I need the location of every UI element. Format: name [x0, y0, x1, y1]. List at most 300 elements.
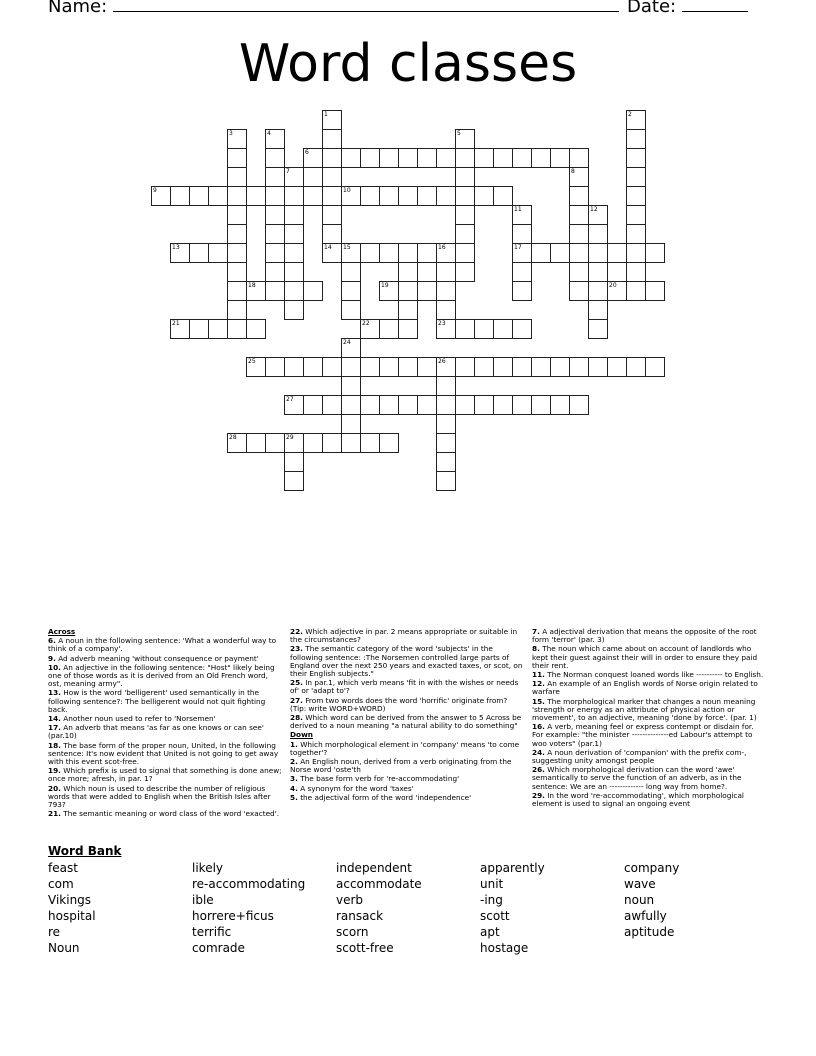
crossword-cell[interactable]	[474, 148, 494, 168]
crossword-cell[interactable]	[550, 395, 570, 415]
crossword-cell[interactable]	[322, 110, 342, 130]
crossword-cell[interactable]	[455, 205, 475, 225]
crossword-cell[interactable]	[322, 205, 342, 225]
crossword-cell[interactable]	[341, 186, 361, 206]
crossword-cell[interactable]	[341, 414, 361, 434]
clue-item-text: The semantic category of the word 'subjects' in the following sentence: :The Norsemen controlled large parts of England over the next 250 years and exacted taxes, or scot, on their English subjects."	[290, 644, 523, 679]
crossword-cell[interactable]	[379, 243, 399, 263]
crossword-cell[interactable]	[588, 300, 608, 320]
crossword-cell[interactable]	[455, 148, 475, 168]
crossword-cell[interactable]	[379, 395, 399, 415]
crossword-cell[interactable]	[284, 243, 304, 263]
crossword-cell[interactable]	[588, 205, 608, 225]
crossword-cell[interactable]	[417, 281, 437, 301]
crossword-cell[interactable]	[550, 148, 570, 168]
crossword-cell[interactable]	[474, 357, 494, 377]
clue-number: 16	[438, 244, 446, 251]
crossword-cell[interactable]	[512, 357, 532, 377]
crossword-cell[interactable]	[227, 319, 247, 339]
crossword-cell[interactable]	[265, 186, 285, 206]
crossword-cell[interactable]	[645, 243, 665, 263]
word-bank-word: accommodate	[336, 877, 422, 891]
crossword-cell[interactable]	[322, 433, 342, 453]
crossword-cell[interactable]	[436, 357, 456, 377]
crossword-cell[interactable]	[170, 243, 190, 263]
clue-item-number: 21.	[48, 809, 61, 819]
crossword-cell[interactable]	[531, 148, 551, 168]
clue-item-number: 1.	[290, 739, 298, 749]
word-bank-word: horrere+ficus	[192, 909, 274, 923]
crossword-cell[interactable]	[569, 262, 589, 282]
clue-item-text: The semantic meaning or word class of the word 'exacted'.	[63, 809, 280, 819]
crossword-cell[interactable]	[398, 186, 418, 206]
crossword-cell[interactable]	[531, 243, 551, 263]
crossword-cell[interactable]	[588, 262, 608, 282]
clue-item-text: Another noun used to refer to 'Norsemen'	[63, 714, 216, 724]
crossword-cell[interactable]	[645, 281, 665, 301]
clue-item-text: An adjective in the following sentence: "Host" likely being one of those words as it is derived from an Old French word, ost, meaning army".	[48, 662, 275, 689]
crossword-cell[interactable]	[455, 129, 475, 149]
clue-item	[290, 758, 524, 774]
clue-number: 15	[343, 244, 351, 251]
crossword-cell[interactable]	[512, 395, 532, 415]
crossword-cell[interactable]	[436, 243, 456, 263]
crossword-cell[interactable]	[626, 224, 646, 244]
clue-item-number: 8.	[532, 644, 540, 654]
clue-number: 17	[514, 244, 522, 251]
clue-item	[48, 689, 282, 714]
crossword-cell[interactable]	[474, 395, 494, 415]
crossword-cell[interactable]	[284, 471, 304, 491]
crossword-cell[interactable]	[341, 300, 361, 320]
clue-number: 18	[248, 282, 256, 289]
crossword-cell[interactable]	[322, 243, 342, 263]
crossword-cell[interactable]	[170, 186, 190, 206]
clue-number: 1	[324, 111, 328, 118]
crossword-cell[interactable]	[341, 262, 361, 282]
crossword-cell[interactable]	[550, 357, 570, 377]
crossword-cell[interactable]	[227, 224, 247, 244]
crossword-cell[interactable]	[512, 243, 532, 263]
crossword-cell[interactable]	[341, 433, 361, 453]
word-bank-word: terrific	[192, 925, 232, 939]
crossword-cell[interactable]	[455, 224, 475, 244]
crossword-cell[interactable]	[398, 262, 418, 282]
crossword-cell[interactable]	[170, 319, 190, 339]
clue-item-text: A adjectival derivation that means the opposite of the root form 'terror' (par. 3)	[532, 627, 757, 645]
crossword-cell[interactable]	[607, 357, 627, 377]
crossword-cell[interactable]	[227, 129, 247, 149]
crossword-cell[interactable]	[512, 224, 532, 244]
crossword-cell[interactable]	[284, 167, 304, 187]
clue-item-number: 7.	[532, 627, 540, 636]
clue-item	[48, 724, 282, 740]
crossword-cell[interactable]	[493, 357, 513, 377]
crossword-cell[interactable]	[398, 357, 418, 377]
crossword-cell[interactable]	[455, 167, 475, 187]
crossword-cell[interactable]	[360, 395, 380, 415]
date-label: Date:	[627, 0, 677, 17]
crossword-cell[interactable]	[208, 186, 228, 206]
crossword-cell[interactable]	[512, 148, 532, 168]
crossword-cell[interactable]	[588, 319, 608, 339]
crossword-cell[interactable]	[436, 376, 456, 396]
crossword-cell[interactable]	[360, 148, 380, 168]
crossword-cell[interactable]	[284, 205, 304, 225]
crossword-cell[interactable]	[455, 186, 475, 206]
word-bank-word: Vikings	[48, 893, 92, 907]
crossword-cell[interactable]	[455, 262, 475, 282]
word-bank-column	[624, 860, 679, 940]
crossword-cell[interactable]	[284, 452, 304, 472]
crossword-cell[interactable]	[360, 433, 380, 453]
crossword-cell[interactable]	[607, 281, 627, 301]
word-bank-word: independent	[336, 861, 412, 875]
crossword-cell[interactable]	[265, 224, 285, 244]
clue-item-number: 6.	[48, 636, 56, 646]
word-bank-word: verb	[336, 893, 364, 907]
clue-item-number: 23.	[290, 644, 303, 654]
clue-item	[290, 714, 524, 730]
word-bank-word: likely	[192, 861, 224, 875]
crossword-cell[interactable]	[379, 186, 399, 206]
clue-item-number: 15.	[532, 696, 545, 706]
clue-section-heading: Across	[48, 627, 76, 636]
clue-number: 25	[248, 358, 256, 365]
clue-number: 2	[628, 111, 632, 118]
crossword-cell[interactable]	[303, 281, 323, 301]
clue-item	[532, 749, 766, 765]
clue-number: 14	[324, 244, 332, 251]
crossword-cell[interactable]	[265, 167, 285, 187]
crossword-cell[interactable]	[626, 357, 646, 377]
crossword-cell[interactable]	[227, 262, 247, 282]
crossword-cell[interactable]	[341, 376, 361, 396]
crossword-cell[interactable]	[569, 224, 589, 244]
crossword-cell[interactable]	[436, 300, 456, 320]
crossword-cell[interactable]	[626, 148, 646, 168]
clue-item-text: Which word can be derived from the answer to 5 Across be derived to a noun meaning "a natural ability to do something"	[290, 713, 522, 731]
clue-number: 26	[438, 358, 446, 365]
crossword-cell[interactable]	[284, 300, 304, 320]
clue-item-number: 17.	[48, 723, 61, 733]
crossword-cell[interactable]	[474, 186, 494, 206]
crossword-cell[interactable]	[322, 129, 342, 149]
word-bank-word: scott	[480, 909, 510, 923]
crossword-cell[interactable]	[455, 319, 475, 339]
clue-item-text: Which morphological element in 'company' means 'to come together'?	[290, 739, 520, 757]
crossword-cell[interactable]	[417, 243, 437, 263]
crossword-cell[interactable]	[189, 243, 209, 263]
crossword-cell[interactable]	[512, 281, 532, 301]
clue-item	[532, 645, 766, 670]
crossword-cell[interactable]	[398, 243, 418, 263]
crossword-cell[interactable]	[246, 357, 266, 377]
crossword-cell[interactable]	[360, 319, 380, 339]
crossword-cell[interactable]	[189, 186, 209, 206]
crossword-cell[interactable]	[398, 148, 418, 168]
crossword-cell[interactable]	[493, 395, 513, 415]
crossword-cell[interactable]	[189, 319, 209, 339]
crossword-cell[interactable]	[322, 148, 342, 168]
clue-item-number: 5.	[290, 792, 298, 802]
crossword-cell[interactable]	[436, 414, 456, 434]
crossword-cell[interactable]	[303, 148, 323, 168]
word-bank-word: unit	[480, 877, 504, 891]
word-bank-word: aptitude	[624, 925, 675, 939]
clue-number: 5	[457, 130, 461, 137]
clue-item-text: A synonym for the word 'taxes'	[300, 783, 414, 793]
clue-item-number: 4.	[290, 783, 298, 793]
crossword-cell[interactable]	[379, 357, 399, 377]
crossword-cell[interactable]	[303, 395, 323, 415]
crossword-cell[interactable]	[550, 243, 570, 263]
crossword-cell[interactable]	[588, 357, 608, 377]
crossword-cell[interactable]	[417, 148, 437, 168]
crossword-cell[interactable]	[645, 357, 665, 377]
crossword-cell[interactable]	[379, 281, 399, 301]
crossword-cell[interactable]	[227, 148, 247, 168]
crossword-cell[interactable]	[208, 319, 228, 339]
crossword-cell[interactable]	[341, 357, 361, 377]
crossword-cell[interactable]	[322, 357, 342, 377]
crossword-cell[interactable]	[436, 433, 456, 453]
crossword-cell[interactable]	[626, 243, 646, 263]
clue-number: 20	[609, 282, 617, 289]
crossword-cell[interactable]	[436, 395, 456, 415]
word-bank-word: hospital	[48, 909, 96, 923]
crossword-cell[interactable]	[455, 243, 475, 263]
clue-item	[290, 645, 524, 678]
crossword-cell[interactable]	[569, 281, 589, 301]
word-bank-word: ible	[192, 893, 214, 907]
crossword-cell[interactable]	[493, 148, 513, 168]
crossword-cell[interactable]	[436, 148, 456, 168]
crossword-cell[interactable]	[379, 319, 399, 339]
crossword-cell[interactable]	[512, 205, 532, 225]
clue-item-number: 2.	[290, 757, 298, 767]
word-bank-word: awfully	[624, 909, 667, 923]
crossword-cell[interactable]	[227, 281, 247, 301]
crossword-cell[interactable]	[265, 262, 285, 282]
crossword-cell[interactable]	[341, 243, 361, 263]
crossword-cell[interactable]	[569, 243, 589, 263]
crossword-cell[interactable]	[569, 167, 589, 187]
word-bank-word: re-accommodating	[192, 877, 306, 891]
clue-item	[290, 741, 524, 757]
crossword-cell[interactable]	[436, 452, 456, 472]
crossword-cell[interactable]	[246, 433, 266, 453]
crossword-cell[interactable]	[246, 319, 266, 339]
word-bank-word: company	[624, 861, 680, 875]
clue-item-text: A noun in the following sentence: 'What a wonderful way to think of a company'.	[48, 636, 277, 654]
crossword-cell[interactable]	[398, 281, 418, 301]
clues-column-2	[290, 628, 524, 803]
crossword-cell[interactable]	[227, 205, 247, 225]
crossword-cell[interactable]	[227, 186, 247, 206]
crossword-cell[interactable]	[436, 186, 456, 206]
crossword-cell[interactable]	[417, 357, 437, 377]
crossword-cell[interactable]	[322, 395, 342, 415]
crossword-cell[interactable]	[227, 433, 247, 453]
crossword-cell[interactable]	[265, 205, 285, 225]
clue-item	[48, 810, 282, 818]
clue-item-number: 9.	[48, 653, 56, 663]
crossword-cell[interactable]	[474, 319, 494, 339]
crossword-cell[interactable]	[569, 148, 589, 168]
crossword-cell[interactable]	[303, 186, 323, 206]
crossword-cell[interactable]	[626, 186, 646, 206]
clue-item-number: 25.	[290, 678, 303, 688]
crossword-cell[interactable]	[284, 224, 304, 244]
crossword-cell[interactable]	[588, 224, 608, 244]
clue-item-text: A noun derivation of 'companion' with the prefix com-, suggesting unity amongst people	[532, 747, 747, 766]
crossword-cell[interactable]	[360, 186, 380, 206]
crossword-cell[interactable]	[626, 129, 646, 149]
word-bank-column	[192, 860, 305, 956]
crossword-cell[interactable]	[417, 395, 437, 415]
crossword-cell[interactable]	[455, 357, 475, 377]
clue-item	[532, 792, 766, 808]
crossword-cell[interactable]	[341, 148, 361, 168]
clue-item	[290, 697, 524, 713]
crossword-cell[interactable]	[512, 262, 532, 282]
clue-number: 28	[229, 434, 237, 441]
clue-item-number: 24.	[532, 747, 545, 757]
clue-item-text: From two words does the word 'horrific' originate from? (Tip: write WORD+WORD)	[290, 695, 508, 713]
clue-item-number: 11.	[532, 670, 545, 680]
crossword-cell[interactable]	[341, 338, 361, 358]
crossword-cell[interactable]	[626, 281, 646, 301]
crossword-cell[interactable]	[436, 262, 456, 282]
crossword-cell[interactable]	[436, 319, 456, 339]
crossword-cell[interactable]	[208, 243, 228, 263]
crossword-cell[interactable]	[341, 281, 361, 301]
clue-number: 13	[172, 244, 180, 251]
clue-item-text: The noun which came about on account of landlords who kept their guest against their will in order to ensure they paid their rent.	[532, 644, 758, 670]
clue-item-number: 14.	[48, 714, 61, 724]
clue-item-text: In par.1, which verb means 'fit in with the wishes or needs of' or 'adapt to'?	[290, 678, 519, 696]
crossword-cell[interactable]	[512, 319, 532, 339]
clue-item-number: 27.	[290, 695, 303, 705]
clue-item-text: An English noun, derived from a verb originating from the Norse word 'oste'th	[290, 757, 512, 775]
clue-item	[290, 679, 524, 695]
crossword-cell[interactable]	[626, 167, 646, 187]
crossword-cell[interactable]	[588, 243, 608, 263]
crossword-cell[interactable]	[284, 186, 304, 206]
crossword-cell[interactable]	[493, 186, 513, 206]
crossword-cell[interactable]	[341, 395, 361, 415]
crossword-cell[interactable]	[265, 357, 285, 377]
crossword-cell[interactable]	[227, 167, 247, 187]
crossword-cell[interactable]	[246, 281, 266, 301]
crossword-cell[interactable]	[379, 148, 399, 168]
word-bank-column	[480, 860, 545, 956]
crossword-cell[interactable]	[626, 110, 646, 130]
crossword-cell[interactable]	[417, 186, 437, 206]
crossword-cell[interactable]	[531, 357, 551, 377]
crossword-cell[interactable]	[531, 395, 551, 415]
clue-number: 6	[305, 149, 309, 156]
crossword-cell[interactable]	[569, 186, 589, 206]
crossword-cell[interactable]	[493, 319, 513, 339]
word-bank-column	[48, 860, 96, 956]
crossword-cell[interactable]	[398, 319, 418, 339]
crossword-cell[interactable]	[284, 357, 304, 377]
clue-item-text: Which adjective in par. 2 means appropriate or suitable in the circumstances?	[290, 627, 518, 645]
crossword-cell[interactable]	[303, 433, 323, 453]
clue-item-number: 12.	[532, 679, 545, 689]
clues-column-3	[532, 628, 766, 809]
crossword-cell[interactable]	[265, 433, 285, 453]
crossword-cell[interactable]	[360, 357, 380, 377]
crossword-cell[interactable]	[569, 395, 589, 415]
crossword-cell[interactable]	[569, 357, 589, 377]
crossword-cell[interactable]	[284, 281, 304, 301]
clues-column-1	[48, 628, 282, 819]
crossword-cell[interactable]	[360, 243, 380, 263]
clue-number: 21	[172, 320, 180, 327]
crossword-cell[interactable]	[607, 243, 627, 263]
crossword-cell[interactable]	[303, 357, 323, 377]
crossword-cell[interactable]	[246, 186, 266, 206]
crossword-cell[interactable]	[265, 148, 285, 168]
crossword-cell[interactable]	[588, 281, 608, 301]
crossword-cell[interactable]	[322, 167, 342, 187]
crossword-cell[interactable]	[322, 224, 342, 244]
crossword-cell[interactable]	[227, 300, 247, 320]
word-bank-word: com	[48, 877, 74, 891]
clue-item	[532, 723, 766, 748]
clue-item	[48, 637, 282, 653]
crossword-cell[interactable]	[151, 186, 171, 206]
crossword-cell[interactable]	[284, 433, 304, 453]
clue-item-number: 10.	[48, 662, 61, 672]
clue-item-number: 28.	[290, 713, 303, 723]
clue-item-text: In the word 're-accommodating', which morphological element is used to signal an ongoing event	[532, 790, 744, 809]
word-bank-word: noun	[624, 893, 655, 907]
crossword-cell[interactable]	[455, 395, 475, 415]
clue-item	[532, 698, 766, 723]
page-title: Word classes	[238, 34, 578, 94]
crossword-cell[interactable]	[227, 243, 247, 263]
word-bank-word: apt	[480, 925, 500, 939]
crossword-cell[interactable]	[626, 262, 646, 282]
crossword-cell[interactable]	[265, 129, 285, 149]
clue-item	[290, 785, 524, 793]
crossword-cell[interactable]	[284, 395, 304, 415]
clue-item-number: 26.	[532, 765, 545, 775]
crossword-cell[interactable]	[379, 433, 399, 453]
crossword-cell[interactable]	[284, 262, 304, 282]
crossword-cell[interactable]	[265, 281, 285, 301]
crossword-cell[interactable]	[398, 300, 418, 320]
word-bank-word: re	[48, 925, 61, 939]
clue-item	[290, 775, 524, 783]
clue-number: 19	[381, 282, 389, 289]
crossword-cell[interactable]	[626, 205, 646, 225]
clue-item-text: Which noun is used to describe the number of religious words that were added to English when the British Isles after 793?	[48, 783, 271, 810]
word-bank-word: comrade	[192, 941, 245, 955]
crossword-cell[interactable]	[569, 205, 589, 225]
crossword-cell[interactable]	[436, 471, 456, 491]
word-bank-word: apparently	[480, 861, 545, 875]
crossword-cell[interactable]	[436, 281, 456, 301]
clue-number: 4	[267, 130, 271, 137]
clue-item-text: How is the word 'belligerent' used semantically in the following sentence?: The belligerent would not quit fighting back.	[48, 688, 266, 714]
crossword-cell[interactable]	[265, 243, 285, 263]
crossword-cell[interactable]	[398, 395, 418, 415]
